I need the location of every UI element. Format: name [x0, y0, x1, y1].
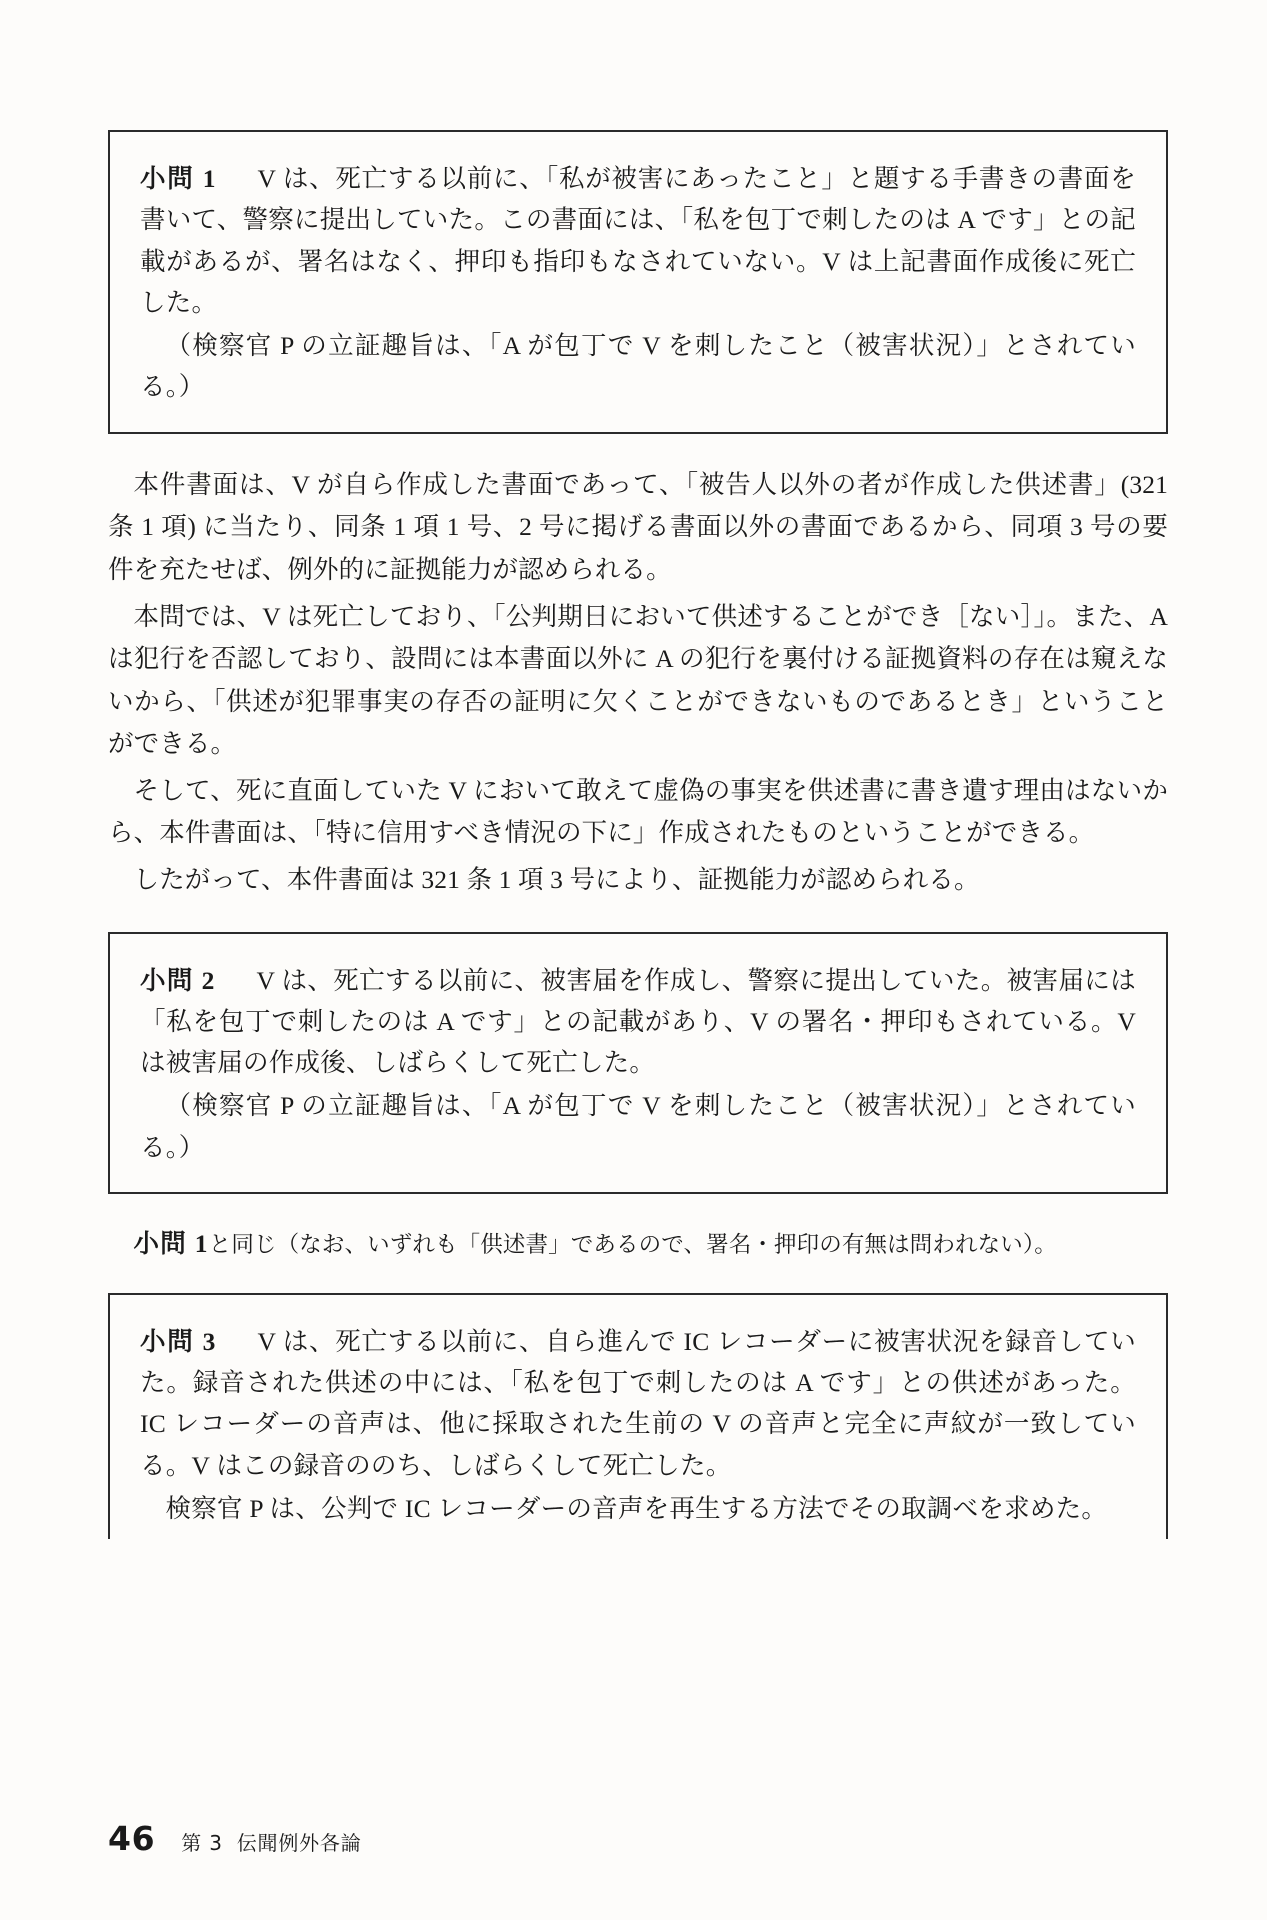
question-2-label: 小問 2: [140, 965, 216, 995]
question-3-body: [140, 1321, 1136, 1486]
answer-2-reference-label: 小問 1: [133, 1229, 209, 1259]
question-2-body: [140, 960, 1136, 1084]
question-3-text: V は、死亡する以前に、自ら進んで IC レコーダーに被害状況を録音していた。録音された供述の中には、「私を包丁で刺したのは A です」との供述があった。IC レコーダーの音声は、他に採取された生前の V の音声と完全に声紋が一致している。V はこの録音ののち、しばらくして死亡した。: [140, 1326, 1136, 1480]
question-2-note: （検察官 P の立証趣旨は、「A が包丁で V を刺したこと（被害状況）」とされている。）: [140, 1091, 1136, 1162]
answer-block-2: [108, 1224, 1168, 1265]
page-number: 46: [108, 1819, 156, 1858]
answer-2-text: と同じ（なお、いずれも「供述書」であるので、署名・押印の有無は問われない）。: [208, 1232, 1057, 1258]
question-2-text: V は、死亡する以前に、被害届を作成し、警察に提出していた。被害届には「私を包丁で刺したのは A です」との記載があり、V の署名・押印もされている。V は被害届の作成後、しばらくして死亡した。: [140, 965, 1136, 1078]
question-1-label: 小問 1: [140, 164, 217, 193]
question-1-note: （検察官 P の立証趣旨は、「A が包丁で V を刺したこと（被害状況）」とされている。）: [140, 331, 1136, 402]
question-box-2: [108, 932, 1168, 1194]
answer-block-1: [108, 464, 1168, 902]
footer-label: [181, 1827, 361, 1856]
footer-section-title: 伝聞例外各論: [236, 1831, 362, 1855]
page-footer: [108, 1819, 362, 1858]
answer-1-paragraph-1: 本件書面は、V が自ら作成した書面であって、「被告人以外の者が作成した供述書」(321 条 1 項) に当たり、同条 1 項 1 号、2 号に掲げる書面以外の書面であるから、同項 3 号の要件を充たせば、例外的に証拠能力が認められる。: [108, 469, 1168, 584]
answer-1-paragraph-4: したがって、本件書面は 321 条 1 項 3 号により、証拠能力が認められる。: [133, 864, 980, 894]
footer-section-number: 第 3: [181, 1831, 223, 1855]
page-content: [108, 130, 1168, 1569]
question-box-1: [108, 130, 1168, 434]
question-3-label: 小問 3: [140, 1326, 217, 1356]
answer-1-paragraph-2: 本問では、V は死亡しており、「公判期日において供述することができ［ない］」。また、A は犯行を否認しており、設問には本書面以外に A の犯行を裏付ける証拠資料の存在は窺えないから、「供述が犯罪事実の存否の証明に欠くことができないものであるとき」ということができる。: [108, 601, 1168, 759]
question-box-3: [108, 1293, 1168, 1539]
answer-1-paragraph-3: そして、死に直面していた V において敢えて虚偽の事実を供述書に書き遺す理由はないから、本件書面は、「特に信用すべき情況の下に」作成されたものということができる。: [108, 775, 1168, 848]
question-1-body: [140, 158, 1136, 323]
question-1-text: V は、死亡する以前に、「私が被害にあったこと」と題する手書きの書面を書いて、警察に提出していた。この書面には、「私を包丁で刺したのは A です」との記載があるが、署名はなく、押印も指印もなされていない。V は上記書面作成後に死亡した。: [140, 164, 1136, 317]
question-3-note: 検察官 P は、公判で IC レコーダーの音声を再生する方法でその取調べを求めた。: [165, 1494, 1108, 1524]
